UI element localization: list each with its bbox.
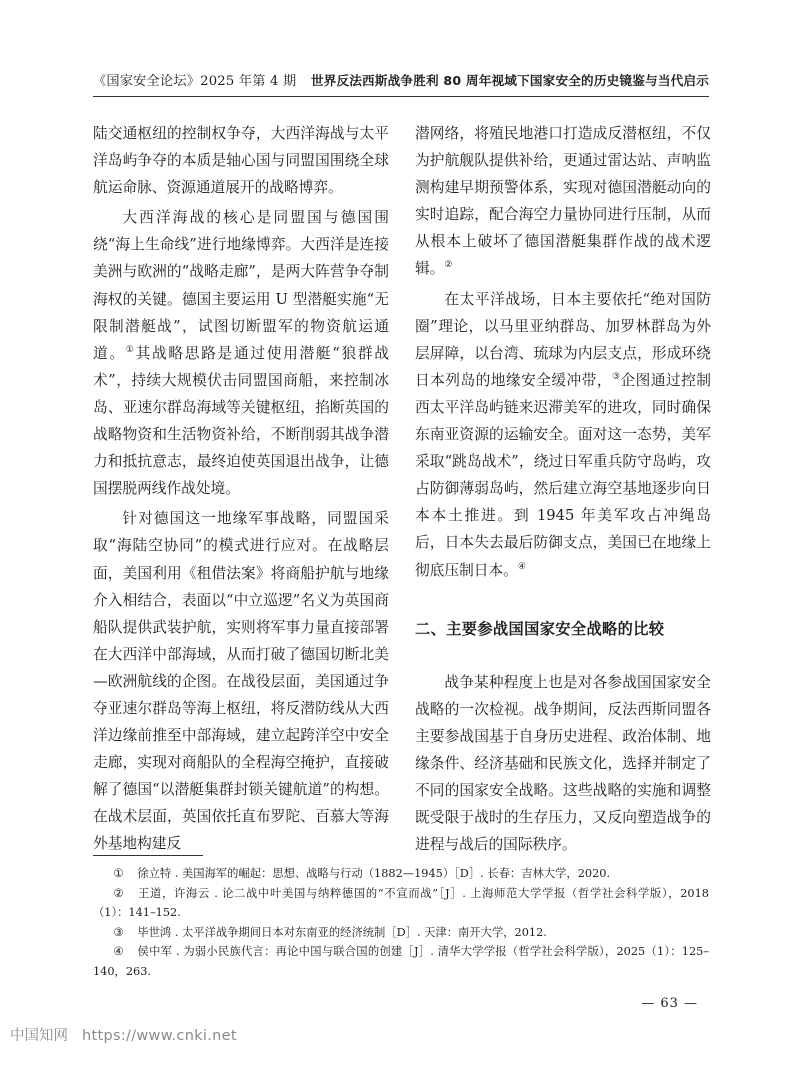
footnote xyxy=(93,864,709,884)
footnote-ref[interactable]: ② xyxy=(444,260,453,271)
footnote-ref[interactable]: ③ xyxy=(611,371,621,382)
footnote-mark: ④ xyxy=(113,945,124,958)
journal-name: 《国家安全论坛》2025 年第 4 期 xyxy=(93,74,297,89)
paragraph xyxy=(93,505,389,857)
header-rule xyxy=(93,96,709,97)
footnote xyxy=(93,923,709,943)
paragraph xyxy=(415,120,711,283)
paragraph-text: 大西洋海战的核心是同盟国与德国围绕“海上生命线”进行地缘博弈。大西洋是连接美洲与欧洲的“战略走廊”，是两大阵营争夺制海权的关键。德国主要运用 U 型潜艇实施“无限制潜艇战”，试图切断盟军的物资航运通道。 xyxy=(93,209,389,362)
paragraph-text: 企图通过控制西太平洋岛屿链来迟滞美军的进攻，同时确保东南亚资源的运输安全。面对这一态势，美军采取“跳岛战术”，绕过日军重兵防守岛屿，攻占防御薄弱岛屿，然后建立海空基地逐步向日本本土推进。到 1945 年美军攻占冲绳岛后，日本失去最后防御支点，美国已在地缘上彻底压制日本。 xyxy=(415,371,711,579)
footnote xyxy=(93,884,709,923)
footnote-mark: ① xyxy=(113,867,124,880)
right-column xyxy=(415,120,711,858)
footnote-mark: ② xyxy=(113,886,124,900)
watermark-brand: 中国知网 xyxy=(10,1028,68,1044)
paragraph-text: 潜网络，将殖民地港口打造成反潜枢纽，不仅为护航舰队提供补给，更通过雷达站、声呐监测构建早期预警体系，实现对德国潜艇动向的实时追踪，配合海空力量协同进行压制，从而从根本上破坏了德国潜艇集群作战的战术逻辑。 xyxy=(415,125,711,278)
footnote-text: 徐立特 . 美国海军的崛起：思想、战略与行动（1882—1945）［D］. 长春：吉林大学，2020. xyxy=(137,867,611,880)
paragraph-text: 在太平洋战场，日本主要依托“绝对国防圈”理论，以马里亚纳群岛、加罗林群岛为外层屏障，以台湾、琉球为内层支点，形成环绕日本列岛的地缘安全缓冲带， xyxy=(415,290,711,389)
footnotes xyxy=(93,864,709,981)
paragraph-text: 针对德国这一地缘军事战略，同盟国采取“海陆空协同”的模式进行应对。在战略层面，美国利用《租借法案》将商船护航与地缘介入相结合，表面以“中立巡逻”名义为英国商船队提供武装护航，实则将军事力量直接部署在大西洋中部海域，从而打破了德国切断北美—欧洲航线的企图。在战役层面，美国通过争夺亚速尔群岛等海上枢纽，将反潜防线从大西洋边缘前推至中部海域，建立起跨洋空中安全走廊，实现对商船队的全程海空掩护，直接破解了德国“以潜艇集群封锁关键航道”的构想。在战术层面，英国依托直布罗陀、百慕大等海外基地构建反 xyxy=(93,510,389,853)
running-header xyxy=(93,70,709,92)
left-column xyxy=(93,120,389,858)
paragraph-text: 其战略思路是通过使用潜艇“狼群战术”，持续大规模伏击同盟国商船，来控制冰岛、亚速尔群岛海域等关键枢纽，掐断英国的战略物资和生活物资补给，不断削弱其战争潜力和抵抗意志，最终迫使英国退出战争，让德国摆脱两线作战处境。 xyxy=(93,344,389,498)
paragraph xyxy=(93,120,389,201)
section-heading: 二、主要参战国国家安全战略的比较 xyxy=(415,619,665,638)
page-number: — 63 — xyxy=(641,996,698,1011)
watermark-url[interactable]: https://www.cnki.net xyxy=(82,1028,237,1044)
article-title: 世界反法西斯战争胜利 80 周年视域下国家安全的历史镜鉴与当代启示 xyxy=(310,73,709,88)
footnote-ref[interactable]: ① xyxy=(125,344,136,355)
watermark xyxy=(10,1024,237,1045)
paragraph xyxy=(93,204,389,502)
paragraph-text: 陆交通枢纽的控制权争夺，大西洋海战与太平洋岛屿争夺的本质是轴心国与同盟国围绕全球航运命脉、资源通道展开的战略博弈。 xyxy=(93,125,389,197)
footnote-mark: ③ xyxy=(113,925,124,939)
footnote xyxy=(93,942,709,981)
footnote-rule xyxy=(93,855,203,856)
paragraph: 战争某种程度上也是对各参战国国家安全战略的一次检视。战争期间，反法西斯同盟各主要参战国基于自身历史进程、政治体制、地缘条件、经济基础和民族文化，选择并制定了不同的国家安全战略。这些战略的实施和调整既受限于战时的生存压力，又反向塑造战争的进程与战后的国际秩序。 xyxy=(415,673,711,854)
footnote-text: 侯中军 . 为弱小民族代言：再论中国与联合国的创建［J］. 清华大学学报（哲学社会科学版），2025（1）：125–140，263. xyxy=(93,945,709,978)
footnote-ref[interactable]: ④ xyxy=(517,561,526,572)
paragraph xyxy=(415,286,711,584)
footnote-text: 毕世鸿 . 太平洋战争期间日本对东南亚的经济统制［D］. 天津：南开大学，2012. xyxy=(137,925,547,939)
footnote-text: 王道，许海云 . 论二战中叶美国与纳粹德国的“不宣而战”［J］. 上海师范大学学报（哲学社会科学版），2018（1）：141–152. xyxy=(93,886,709,919)
